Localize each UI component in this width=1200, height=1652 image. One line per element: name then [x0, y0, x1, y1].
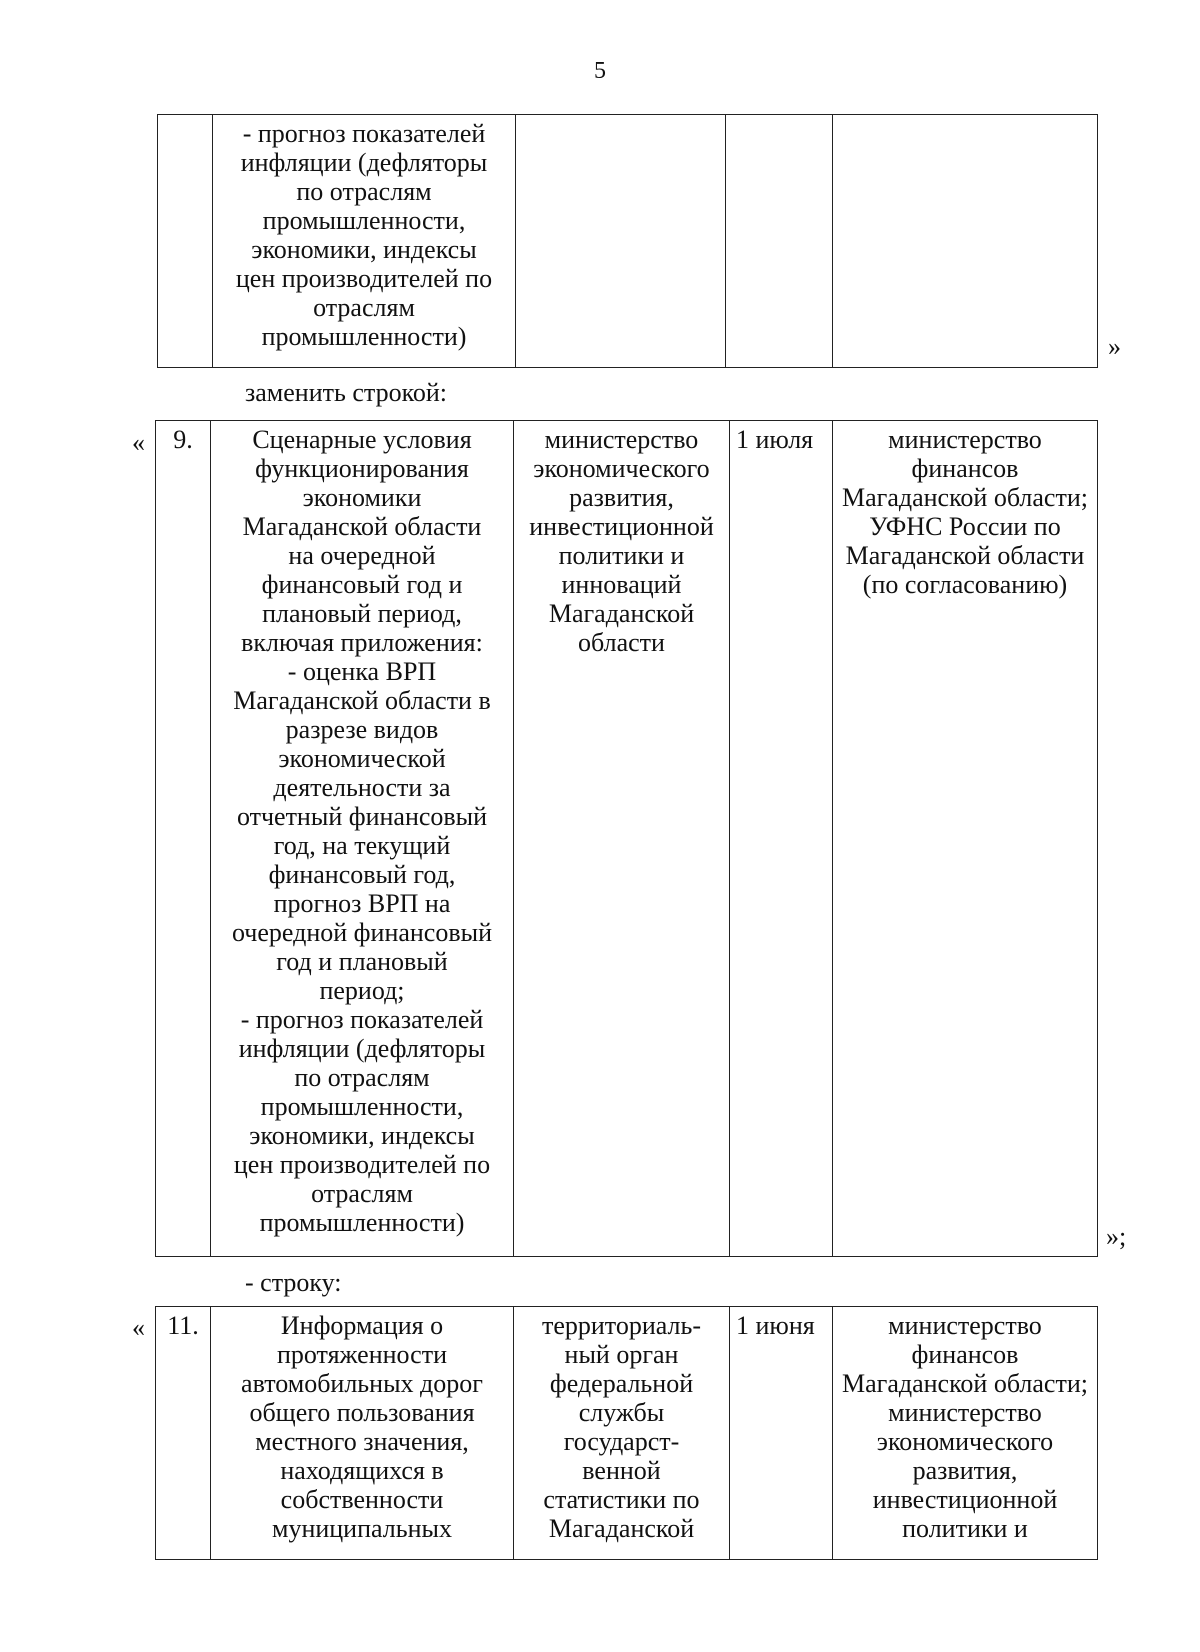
table-row — [158, 115, 1098, 368]
cell-recipient: министерство финансов Магаданской области; министерство экономического развития, инвестиционной политики и — [833, 1307, 1098, 1560]
table-row — [156, 1307, 1098, 1560]
cell-deadline — [726, 115, 833, 368]
closing-quote: »; — [1106, 1222, 1127, 1251]
cell-responsible — [516, 115, 726, 368]
cell-number: 9. — [156, 421, 211, 1257]
cell-number — [158, 115, 213, 368]
table-row-11 — [155, 1306, 1098, 1560]
opening-quote: « — [132, 1313, 145, 1342]
page-number: 5 — [594, 58, 606, 84]
closing-quote: » — [1108, 332, 1121, 361]
cell-description: Информация о протяженности автомобильных дорог общего пользования местного значения, находящихся в собственности муниципальных — [211, 1307, 514, 1560]
table-top — [157, 114, 1098, 368]
table-row — [156, 421, 1098, 1257]
instruction-row: - строку: — [245, 1268, 342, 1297]
opening-quote: « — [132, 428, 145, 457]
cell-description: Сценарные условия функционирования экономики Магаданской области на очередной финансовый год и плановый период, включая приложения: - оценка ВРП Магаданской области в разрезе видов экономической деятельности за отчетный финансовый год, на текущий финансовый год, прогноз ВРП на очередной финансовый год и плановый период; - прогноз показателей инфляции (дефляторы по отраслям промышленности, экономики, индексы цен производителей по отраслям промышленности) — [211, 421, 514, 1257]
cell-deadline: 1 июня — [730, 1307, 833, 1560]
instruction-replace: заменить строкой: — [245, 378, 448, 407]
table-replacement — [155, 420, 1098, 1257]
cell-recipient: министерство финансов Магаданской области; УФНС России по Магаданской области (по согласованию) — [833, 421, 1098, 1257]
cell-description: - прогноз показателей инфляции (дефляторы по отраслям промышленности, экономики, индексы цен производителей по отраслям промышленности) — [213, 115, 516, 368]
cell-deadline: 1 июля — [730, 421, 833, 1257]
cell-number: 11. — [156, 1307, 211, 1560]
cell-recipient — [833, 115, 1098, 368]
cell-responsible: министерство экономического развития, инвестиционной политики и инноваций Магаданской области — [514, 421, 730, 1257]
cell-responsible: территориаль- ный орган федеральной службы государст- венной статистики по Магаданской — [514, 1307, 730, 1560]
